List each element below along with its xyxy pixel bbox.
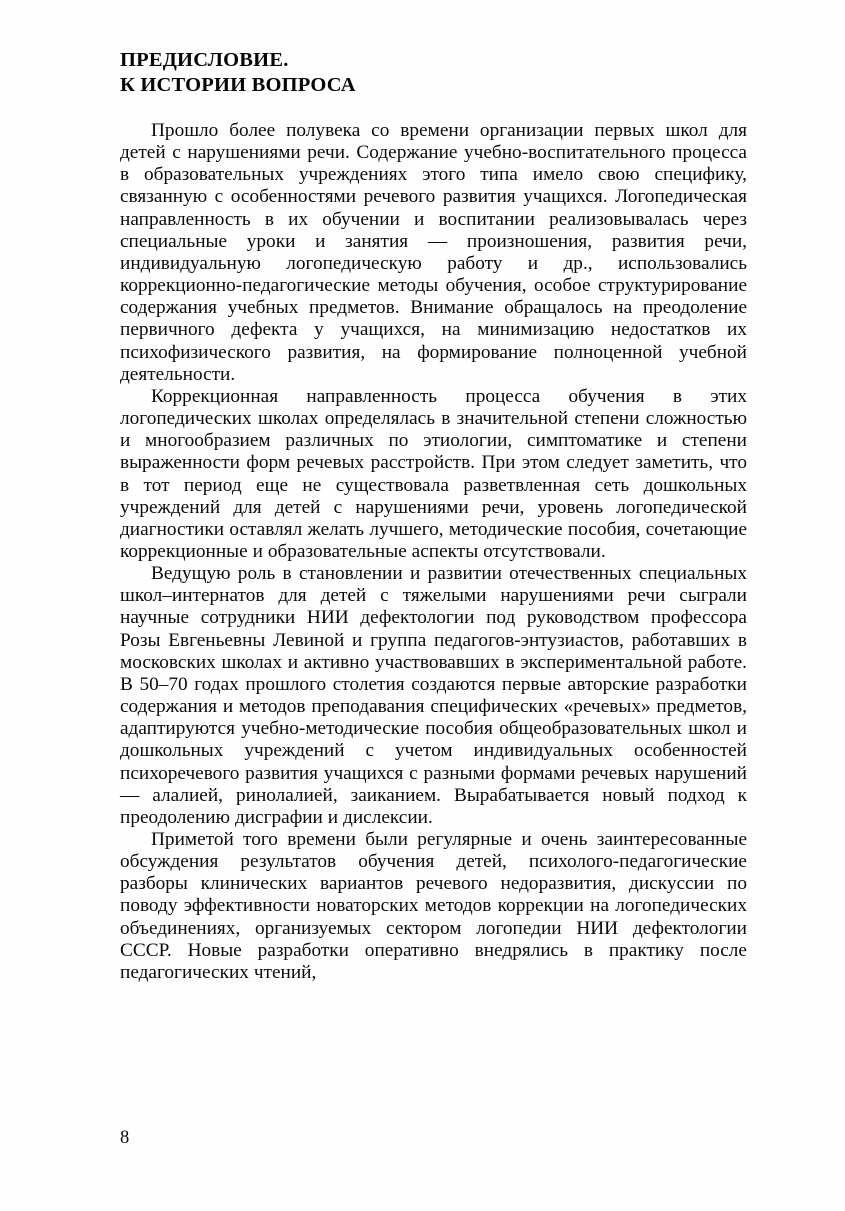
page-number: 8 (120, 1128, 130, 1148)
paragraph-3: Ведущую роль в становлении и развитии отечественных специальных школ–интернатов для детей с тяжелыми нарушениями речи сыграли научные сотрудники НИИ дефектологии под руководством профессора Розы Евгеньевны Левиной и группа педагогов-энтузиастов, работавших в московских школах и активно участвовавших в экспериментальной работе. В 50–70 годах прошлого столетия создаются первые авторские разработки содержания и методов преподавания специфических «речевых» предметов, адаптируются учебно-методические пособия общеобразовательных школ и дошкольных учреждений с учетом индивидуальных особенностей психоречевого развития учащихся с разными формами речевых нарушений — алалией, ринолалией, заиканием. Вырабатывается новый подход к преодолению дисграфии и дислексии. (120, 563, 747, 828)
paragraph-4: Приметой того времени были регулярные и очень заинтересованные обсуждения результатов обучения детей, психолого-педагогические разборы клинических вариантов речевого недоразвития, дискуссии по поводу эффективности новаторских методов коррекции на логопедических объединениях, организуемых сектором логопедии НИИ дефектологии СССР. Новые разработки оперативно внедрялись в практику после педагогических чтений, (120, 829, 747, 983)
body-text (120, 120, 747, 984)
page-title-line-1: ПРЕДИСЛОВИЕ. (120, 49, 289, 71)
paragraph-2: Коррекционная направленность процесса обучения в этих логопедических школах определялась в значительной степени сложностью и многообразием различных по этиологии, симптоматике и степени выраженности форм речевых расстройств. При этом следует заметить, что в тот период еще не существовала разветвленная сеть дошкольных учреждений для детей с нарушениями речи, уровень логопедической диагностики оставлял желать лучшего, методические пособия, сочетающие коррекционные и образовательные аспекты отсутствовали. (120, 385, 747, 562)
paragraph-1: Прошло более полувека со времени организации первых школ для детей с нарушениями речи. Содержание учебно-воспитательного процесса в образовательных учреждениях этого типа имело свою специфику, связанную с особенностями речевого развития учащихся. Логопедическая направленность в их обучении и воспитании реализовывалась через специальные уроки и занятия — произношения, развития речи, индивидуальную логопедическую работу и др., использовались коррекционно-педагогические методы обучения, особое структурирование содержания учебных предметов. Внимание обращалось на преодоление первичного дефекта у учащихся, на минимизацию недостатков их психофизического развития, на формирование полноценной учебной деятельности. (120, 120, 747, 385)
page-title-line-2: К ИСТОРИИ ВОПРОСА (120, 74, 356, 96)
page-title (120, 48, 747, 98)
page-content (120, 48, 747, 984)
